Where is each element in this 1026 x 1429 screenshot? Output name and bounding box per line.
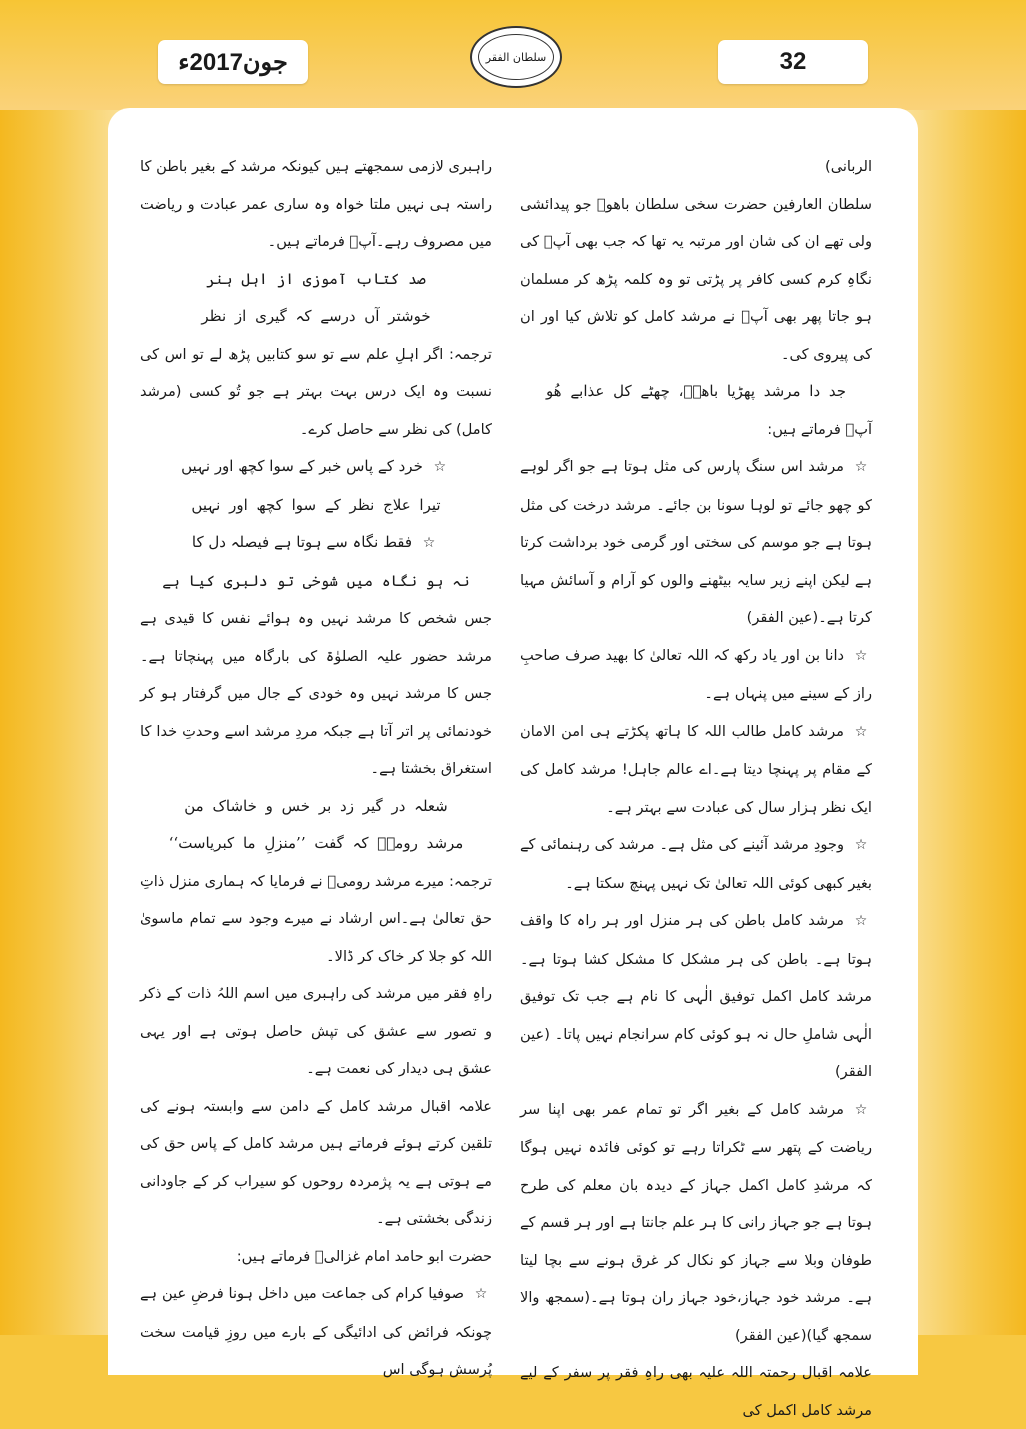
verse-line: صد کتاب آموزی از اہل ہنر (206, 269, 426, 288)
list-item-text: صوفیا کرام کی جماعت میں داخل ہونا فرضِ عین ہے چونکہ فرائض کی ادائیگی کے بارے میں روزِ قیامت سخت پُرسش ہوگی اس (140, 1285, 492, 1378)
list-item (520, 826, 872, 902)
verse-line: جد دا مرشد پھڑیا باھوؒ، چھٹے کل عذابے ھُو (545, 382, 847, 400)
verse-line: خوشتر آں درسے کہ گیری از نظر (201, 307, 431, 325)
paragraph: الربانی) (825, 158, 872, 175)
list-item (520, 902, 872, 1091)
paragraph: جس شخص کا مرشد نہیں وہ ہوائے نفس کا قیدی ہے مرشد حضور علیہ الصلوٰۃ کی بارگاہ میں پہنچاتا ہے۔ جس کا مرشد نہیں وہ خودی کے جال میں گرفتار ہو کر خودنمائی پر اتر آتا ہے جبکہ مردِ مرشد اسے وحدتِ خدا کا استغراق بخشتا ہے۔ (140, 610, 492, 777)
verse-line (140, 524, 492, 563)
list-item (520, 637, 872, 713)
paragraph: راہبری لازمی سمجھتے ہیں کیونکہ مرشد کے بغیر باطن کا راستہ ہی نہیں ملتا خواہ وہ ساری عمر عبادت و ریاضت میں مصروف رہے۔آپؒ فرماتے ہیں۔ (140, 158, 492, 250)
paragraph: حضرت ابو حامد امام غزالیؒ فرماتے ہیں: (236, 1247, 492, 1265)
star-icon: ☆ (854, 459, 868, 475)
list-item-text: وجودِ مرشد آئینے کی مثل ہے۔ مرشد کی رہنمائی کے بغیر کبھی کوئی اللہ تعالیٰ تک نہیں پہنچ سکتا ہے۔ (520, 836, 872, 892)
list-item (520, 713, 872, 827)
star-icon: ☆ (433, 459, 447, 475)
issue-date: جون2017ء (158, 40, 308, 84)
star-icon: ☆ (474, 1286, 488, 1302)
star-icon: ☆ (854, 647, 868, 664)
translation-paragraph: ترجمہ: اگر اہلِ علم سے تو سو کتابیں پڑھ لے تو اس کی نسبت وہ ایک درس بہت بہتر ہے جو تُو کسی (مرشد کامل) کی نظر سے حاصل کرے۔ (140, 345, 492, 438)
article-column-right (520, 148, 872, 1429)
list-item (520, 448, 872, 637)
list-item (140, 1275, 492, 1389)
verse-line: مرشد رومیؒ کہ گفت ’’منزلِ ما کبریاست‘‘ (168, 834, 464, 852)
magazine-logo (470, 26, 562, 88)
star-icon: ☆ (854, 913, 868, 929)
list-item-text: مرشد اس سنگ پارس کی مثل ہوتا ہے جو اگر لوہے کو چھو جائے تو لوہا سونا بن جائے۔ مرشد درخت کی مثل ہوتا ہے جو موسم کی سختی اور گرمی خود برداشت کرتا ہے لیکن اپنے زیر سایہ بیٹھنے والوں کو آرام و آسائش مہیا کرتا ہے۔(عین الفقر) (520, 458, 872, 626)
verse-line (140, 448, 492, 487)
verse-text: فقط نگاہ سے ہوتا ہے فیصلہ دل کا (191, 533, 413, 551)
paragraph: آپؒ فرماتے ہیں: (767, 420, 872, 438)
paragraph: علامہ اقبال رحمتہ اللہ علیہ بھی راہِ فقر پر سفر کے لیے مرشد کامل اکمل کی (520, 1364, 872, 1419)
verse-line: تیرا علاج نظر کے سوا کچھ اور نہیں (191, 495, 441, 514)
logo-text: سلطان الفقر (478, 34, 554, 80)
paragraph: علامہ اقبال مرشد کامل کے دامن سے وابستہ ہونے کی تلقین کرتے ہوئے فرماتے ہیں مرشد کامل کے پاس حق کی مے ہوتی ہے یہ پژمردہ روحوں کو سیراب کر کے جاودانی زندگی بخشتی ہے۔ (140, 1097, 492, 1227)
verse-line: شعلہ در گیر زد بر خس و خاشاک من (184, 796, 448, 815)
verse-line: نہ ہو نگاہ میں شوخی تو دلبری کیا ہے (162, 571, 470, 590)
star-icon: ☆ (854, 723, 868, 740)
star-icon: ☆ (854, 1101, 868, 1118)
verse-text: خرد کے پاس خبر کے سوا کچھ اور نہیں (181, 457, 423, 475)
paragraph: سلطان العارفین حضرت سخی سلطان باھوؒ جو پیدائشی ولی تھے ان کی شان اور مرتبہ یہ تھا کہ جب بھی آپؒ کی نگاہِ کرم کسی کافر پر پڑتی تو وہ کلمہ پڑھ کر مسلمان ہو جاتا پھر بھی آپؒ نے مرشد کامل کو تلاش کیا اور ان کی پیروی کی۔ (520, 195, 872, 363)
page-number: 32 (718, 40, 868, 84)
list-item-text: دانا بن اور یاد رکھ کہ اللہ تعالیٰ کا بھید صرف صاحبِ راز کے سینے میں پنہاں ہے۔ (520, 646, 872, 702)
paragraph: راہِ فقر میں مرشد کی راہبری میں اسم اللہُ ذات کے ذکر و تصور سے عشق کی تپش حاصل ہوتی ہے اور یہی عشق ہی دیدار کی نعمت ہے۔ (140, 985, 492, 1077)
list-item (520, 1091, 872, 1355)
star-icon: ☆ (422, 535, 436, 551)
translation-paragraph: ترجمہ: میرے مرشد رومیؒ نے فرمایا کہ ہماری منزل ذاتِ حق تعالیٰ ہے۔اس ارشاد نے میرے وجود سے تمام ماسویٰ اللہ کو جلا کر خاک کر ڈالا۔ (140, 872, 492, 965)
article-panel (108, 108, 918, 1419)
star-icon: ☆ (854, 837, 868, 853)
list-item-text: مرشد کامل طالب اللہ کا ہاتھ پکڑتے ہی امن الامان کے مقام پر پہنچا دیتا ہے۔اے عالم جاہل! مرشد کامل کی ایک نظر ہزار سال کی عبادت سے بہتر ہے۔ (520, 722, 872, 816)
list-item-text: مرشد کامل باطن کی ہر منزل اور ہر راہ کا واقف ہوتا ہے۔ باطن کی ہر مشکل کا مشکل کشا ہوتا ہے۔ مرشد کامل اکمل توفیق الٰہی کا نام ہے جب تک توفیق الٰہی شاملِ حال نہ ہو کوئی کام سرانجام نہیں پاتا۔ (عین الفقر) (520, 912, 872, 1080)
list-item-text: مرشد کامل کے بغیر اگر تو تمام عمر بھی اپنا سر ریاضت کے پتھر سے ٹکراتا رہے تو کوئی فائدہ نہیں ہوگا کہ مرشدِ کامل اکمل جہاز کے دیدہ بان معلم کی طرح ہوتا ہے جو جہاز رانی کا ہر علم جانتا ہے اور ہر قسم کے طوفان وبلا سے جہاز کو نکال کر غرق ہونے سے بچا لیتا ہے۔ مرشد خود جہاز،خود جہاز ران ہوتا ہے۔(سمجھ والا سمجھ گیا)(عین الفقر) (520, 1100, 872, 1344)
article-column-left (140, 148, 492, 1389)
